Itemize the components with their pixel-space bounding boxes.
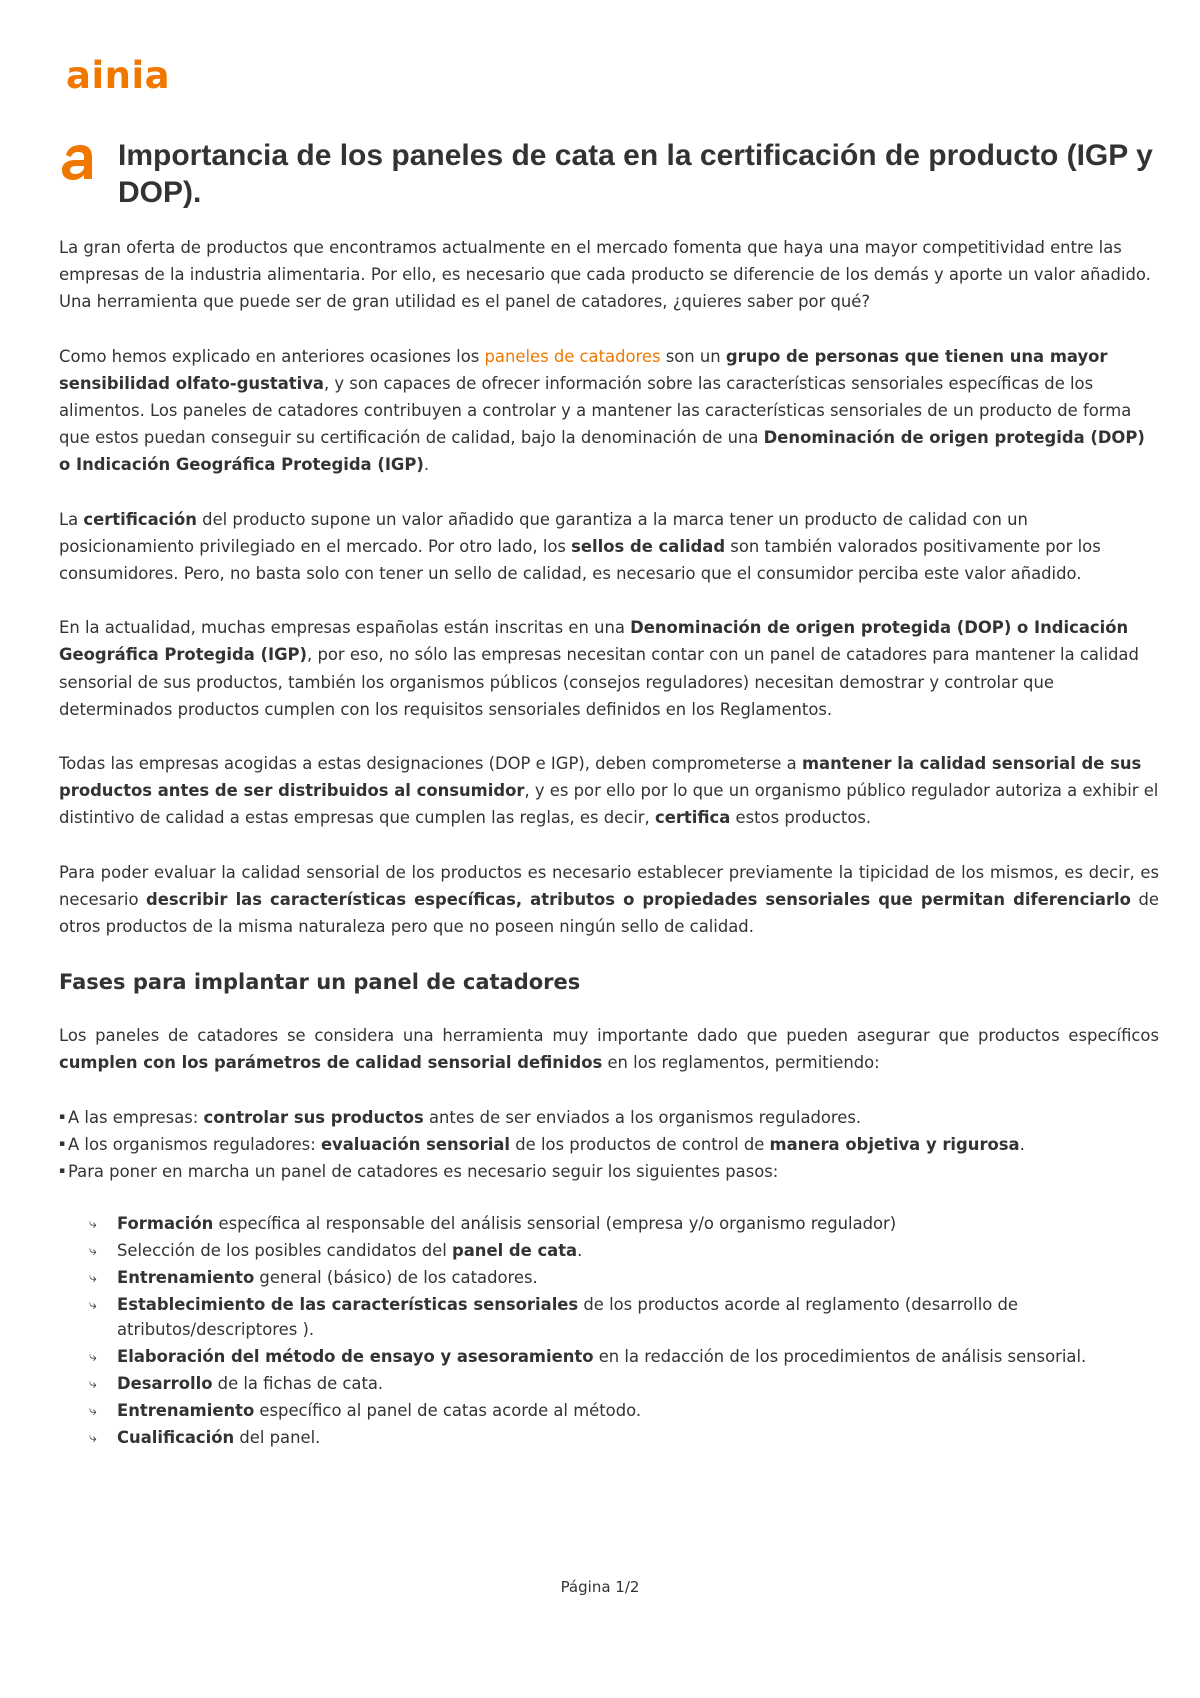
arrow-icon: ⤷ (89, 1403, 97, 1420)
arrow-icon: ⤷ (89, 1430, 97, 1447)
arrow-icon: ⤷ (89, 1349, 97, 1366)
paragraph-phases: Los paneles de catadores se considera una herramienta muy importante dado que pueden asegurar que productos específicos cumplen con los parámetros de calidad sensorial definidos en los reglamentos, permitiendo: (59, 1026, 1159, 1073)
step-item: ⤷ Formación específica al responsable del análisis sensorial (empresa y/o organismo regulador) (89, 1211, 1159, 1236)
paragraph-dop-igp: En la actualidad, muchas empresas españolas están inscritas en una Denominación de origen protegida (DOP) o Indicación Geográfica Protegida (IGP), por eso, no sólo las empresas necesitan contar con un panel de catadores para mantener la calidad sensorial de sus productos, también los organismos públicos (consejos reguladores) necesitan demostrar y controlar que determinados productos cumplen con los requisitos sensoriales definidos en los Reglamentos. (59, 618, 1139, 719)
section-heading: Fases para implantar un panel de catadores (59, 970, 581, 995)
article-body (59, 234, 1159, 1452)
arrow-icon: ⤷ (89, 1376, 97, 1393)
paneles-de-catadores-link[interactable]: paneles de catadores (484, 346, 661, 366)
list-item: ▪ A los organismos reguladores: evaluación sensorial de los productos de control de manera objetiva y rigurosa. (59, 1131, 1159, 1158)
paragraph-evaluation: Para poder evaluar la calidad sensorial de los productos es necesario establecer previamente la tipicidad de los mismos, es decir, es necesario describir las características específicas, atributos o propiedades sensoriales que permitan diferenciarlo de otros productos de la misma naturaleza pero que no poseen ningún sello de calidad. (59, 862, 1159, 937)
list-item: ▪ A las empresas: controlar sus productos antes de ser enviados a los organismos reguladores. (59, 1104, 1159, 1131)
paragraph-panels: Como hemos explicado en anteriores ocasiones los paneles de catadores son un grupo de personas que tienen una mayor sensibilidad olfato-gustativa, y son capaces de ofrecer información sobre las características sensoriales específicas de los alimentos. Los paneles de catadores contribuyen a controlar y a mantener las características sensoriales de un producto de forma que estos puedan conseguir su certificación de calidad, bajo la denominación de una Denominación de origen protegida (DOP) o Indicación Geográfica Protegida (IGP). (59, 346, 1145, 475)
arrow-icon: ⤷ (89, 1216, 97, 1233)
page-number: Página 1/2 (560, 1578, 640, 1596)
step-item: ⤷ Entrenamiento específico al panel de catas acorde al método. (89, 1398, 1159, 1423)
bullet-list (59, 1104, 1159, 1186)
arrow-icon: ⤷ (89, 1243, 97, 1260)
page-title: Importancia de los paneles de cata en la certificación de producto (IGP y DOP). (118, 139, 1153, 209)
paragraph-intro: La gran oferta de productos que encontramos actualmente en el mercado fomenta que haya una mayor competitividad entre las empresas de la industria alimentaria. Por ello, es necesario que cada producto se diferencie de los demás y aporte un valor añadido. Una herramienta que puede ser de gran utilidad es el panel de catadores, ¿quieres saber por qué? (59, 238, 1151, 312)
ainia-a-icon (60, 141, 94, 181)
step-item: ⤷ Elaboración del método de ensayo y asesoramiento en la redacción de los procedimientos de análisis sensorial. (89, 1344, 1159, 1369)
step-item: ⤷ Establecimiento de las características sensoriales de los productos acorde al reglamento (desarrollo de atributos/descriptores ). (89, 1295, 1019, 1340)
steps-list (59, 1211, 1159, 1450)
arrow-icon: ⤷ (89, 1297, 97, 1314)
paragraph-certification: La certificación del producto supone un valor añadido que garantiza a la marca tener un producto de calidad con un posicionamiento privilegiado en el mercado. Por otro lado, los sellos de calidad son también valorados positivamente por los consumidores. Pero, no basta solo con tener un sello de calidad, es necesario que el consumidor perciba este valor añadido. (59, 509, 1101, 584)
step-item: ⤷ Entrenamiento general (básico) de los catadores. (89, 1265, 1159, 1290)
step-item: ⤷ Desarrollo de la fichas de cata. (89, 1371, 1159, 1396)
list-item: ▪ Para poner en marcha un panel de catadores es necesario seguir los siguientes pasos: (59, 1158, 1159, 1185)
arrow-icon: ⤷ (89, 1270, 97, 1287)
step-item: ⤷ Selección de los posibles candidatos del panel de cata. (89, 1238, 1159, 1263)
paragraph-designations: Todas las empresas acogidas a estas designaciones (DOP e IGP), deben comprometerse a mantener la calidad sensorial de sus productos antes de ser distribuidos al consumidor, y es por ello por lo que un organismo público regulador autoriza a exhibir el distintivo de calidad a estas empresas que cumplen las reglas, es decir, certifica estos productos. (59, 754, 1159, 828)
ainia-logo: ainia (66, 54, 171, 97)
step-item: ⤷ Cualificación del panel. (89, 1425, 1159, 1450)
